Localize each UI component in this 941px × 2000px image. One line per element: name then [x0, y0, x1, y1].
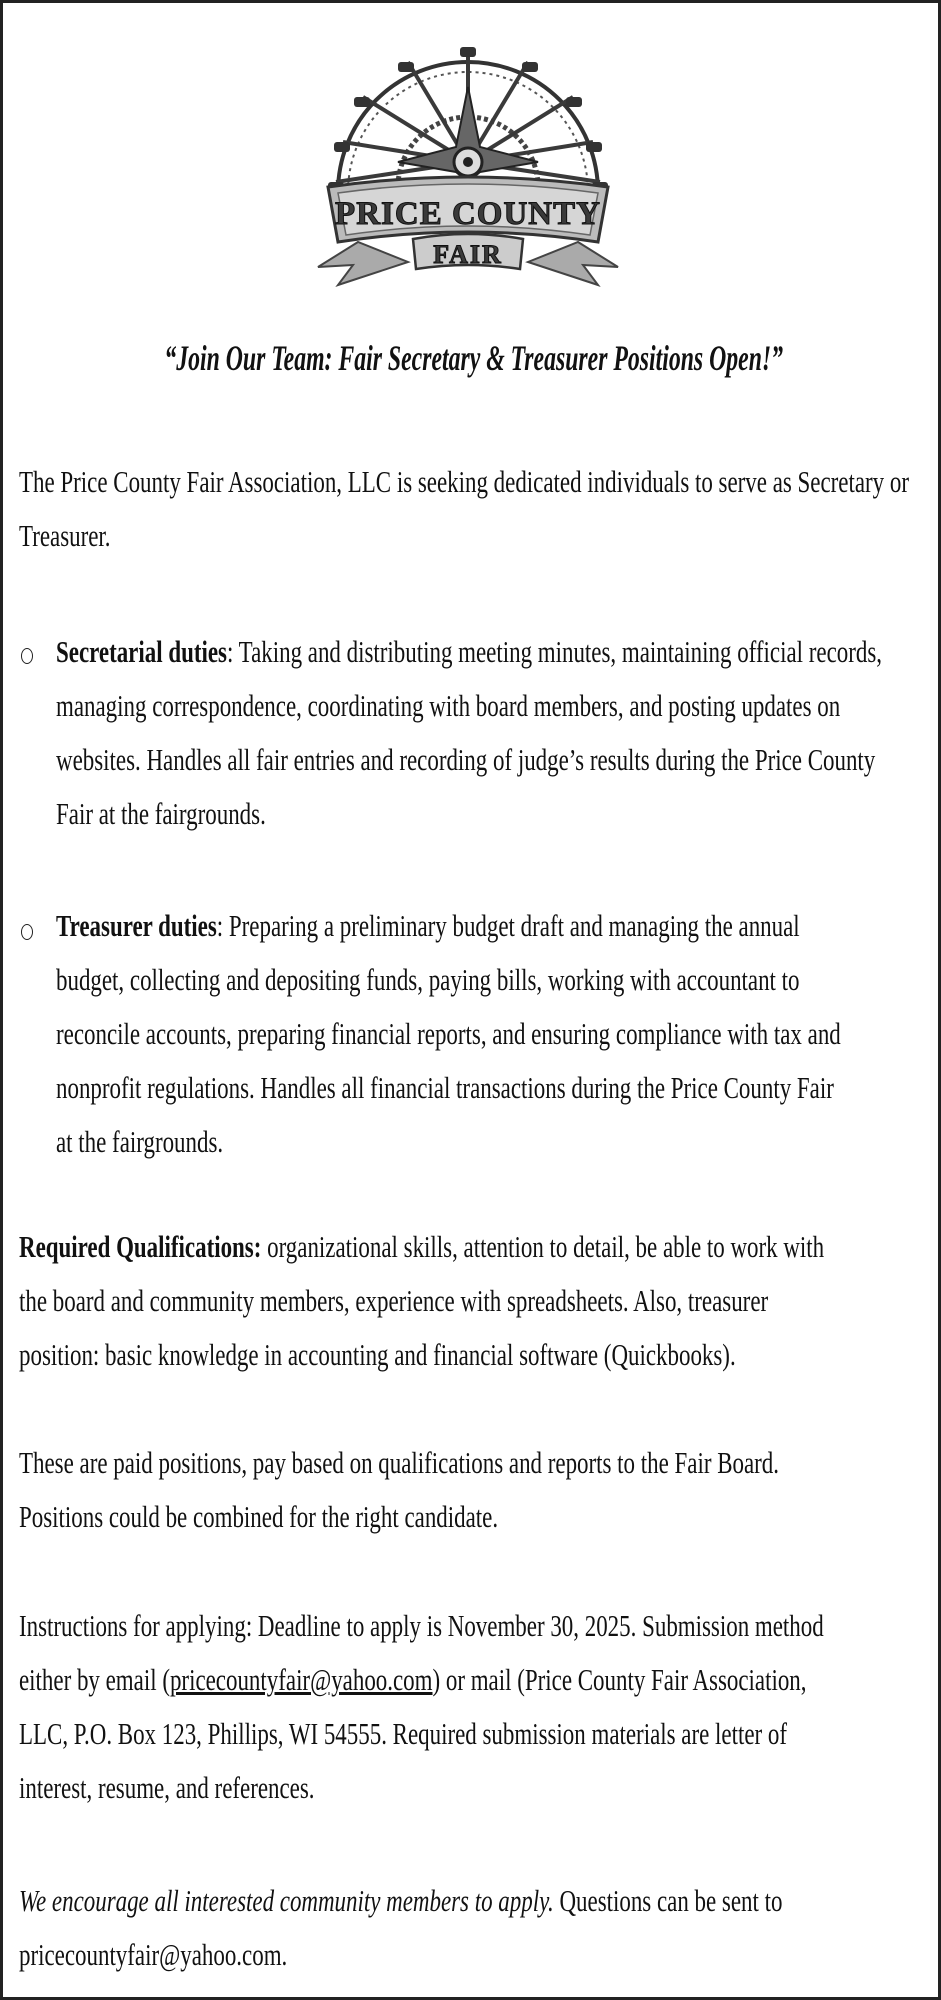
treasurer-duties-line-5: at the fairgrounds. [56, 1124, 224, 1159]
qualifications-text: organizational skills, attention to detail, be able to work with [261, 1229, 825, 1264]
closing-email: pricecountyfair@yahoo.com. [19, 1937, 288, 1972]
ferris-wheel-icon [328, 47, 608, 192]
bullet-icon [21, 648, 33, 664]
qualifications-label: Required Qualifications: [19, 1229, 262, 1264]
pay-line-1: These are paid positions, pay based on qualifications and reports to the Fair Board. [19, 1445, 780, 1480]
secretarial-duties-label: Secretarial duties [56, 634, 227, 669]
treasurer-duties-line-3: reconcile accounts, preparing financial reports, and ensuring compliance with tax and [56, 1016, 841, 1051]
treasurer-duties-text: : Preparing a preliminary budget draft and managing the annual [216, 908, 800, 943]
instructions-line-1: Instructions for applying: Deadline to apply is November 30, 2025. Submission method [19, 1608, 824, 1643]
secretarial-duties-line-2: managing correspondence, coordinating with board members, and posting updates on [56, 688, 841, 723]
treasurer-duties-line-4: nonprofit regulations. Handles all financial transactions during the Price County Fair [56, 1070, 834, 1105]
treasurer-duties-label: Treasurer duties [56, 908, 217, 943]
instructions-line-2 [19, 1663, 806, 1697]
instructions-line-4: interest, resume, and references. [19, 1770, 315, 1805]
instructions-text: either by email ( [19, 1662, 170, 1697]
closing-text: Questions can be sent to [553, 1883, 783, 1918]
intro-line-2: Treasurer. [19, 518, 111, 553]
secretarial-duties-line-1 [56, 635, 882, 669]
logo-text-line1: PRICE COUNTY [335, 196, 601, 232]
bullet-icon [21, 924, 33, 940]
closing-line-1 [19, 1884, 782, 1918]
price-county-fair-logo [298, 17, 638, 297]
qualifications-line-1 [19, 1230, 824, 1264]
qualifications-line-2: the board and community members, experience with spreadsheets. Also, treasurer [19, 1283, 769, 1318]
closing-encouragement: We encourage all interested community members to apply. [19, 1883, 554, 1918]
secretarial-duties-text: : Taking and distributing meeting minutes, maintaining official records, [226, 634, 883, 669]
logo-text-line2: FAIR [433, 240, 503, 269]
qualifications-line-3: position: basic knowledge in accounting and financial software (Quickbooks). [19, 1337, 736, 1372]
pay-line-2: Positions could be combined for the right candidate. [19, 1499, 499, 1534]
intro-line-1: The Price County Fair Association, LLC is seeking dedicated individuals to serve as Secretary or [19, 464, 910, 499]
secretarial-duties-line-4: Fair at the fairgrounds. [56, 796, 266, 831]
treasurer-duties-line-1 [56, 909, 800, 943]
secretarial-duties-line-3: websites. Handles all fair entries and recording of judge’s results during the Price County [56, 742, 876, 777]
treasurer-duties-line-2: budget, collecting and depositing funds, paying bills, working with accountant to [56, 962, 800, 997]
instructions-text: ) or mail (Price County Fair Association, [432, 1662, 807, 1697]
page-title: “Join Our Team: Fair Secretary & Treasurer Positions Open!” [164, 338, 783, 378]
email-link[interactable]: pricecountyfair@yahoo.com [169, 1662, 433, 1697]
instructions-line-3: LLC, P.O. Box 123, Phillips, WI 54555. Required submission materials are letter of [19, 1716, 787, 1751]
